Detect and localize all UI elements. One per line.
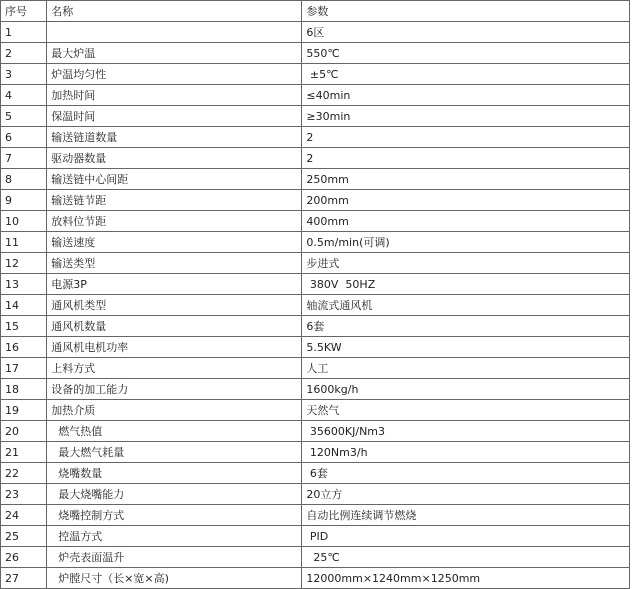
table-row [1, 22, 630, 43]
cell-param: 自动比例连续调节燃烧 [302, 505, 630, 526]
table-row [1, 64, 630, 85]
cell-param: 步进式 [302, 253, 630, 274]
cell-param: 200mm [302, 190, 630, 211]
table-row [1, 106, 630, 127]
cell-param: 2 [302, 127, 630, 148]
cell-param: 25℃ [302, 547, 630, 568]
cell-name: 通风机数量 [47, 316, 302, 337]
cell-name: 通风机类型 [47, 295, 302, 316]
table-row [1, 253, 630, 274]
table-row [1, 190, 630, 211]
table-row [1, 337, 630, 358]
cell-name [47, 22, 302, 43]
table-row [1, 127, 630, 148]
table-body [1, 22, 630, 589]
cell-param: 6套 [302, 463, 630, 484]
cell-param: PID [302, 526, 630, 547]
table-row [1, 295, 630, 316]
table-header-row [1, 1, 630, 22]
table-row [1, 232, 630, 253]
cell-name: 上料方式 [47, 358, 302, 379]
cell-name: 炉温均匀性 [47, 64, 302, 85]
cell-param: 5.5KW [302, 337, 630, 358]
header-param: 参数 [302, 1, 630, 22]
cell-param: ≤40min [302, 85, 630, 106]
cell-name: 最大炉温 [47, 43, 302, 64]
table-row [1, 526, 630, 547]
table-row [1, 442, 630, 463]
cell-no: 9 [1, 190, 47, 211]
cell-name: 输送速度 [47, 232, 302, 253]
cell-name: 加热介质 [47, 400, 302, 421]
table-row [1, 211, 630, 232]
cell-no: 2 [1, 43, 47, 64]
cell-param: 12000mm×1240mm×1250mm [302, 568, 630, 589]
cell-no: 20 [1, 421, 47, 442]
cell-param: 天然气 [302, 400, 630, 421]
cell-param: 0.5m/min(可调) [302, 232, 630, 253]
cell-param: 6区 [302, 22, 630, 43]
cell-name: 输送类型 [47, 253, 302, 274]
cell-param: 250mm [302, 169, 630, 190]
cell-no: 24 [1, 505, 47, 526]
cell-no: 3 [1, 64, 47, 85]
cell-no: 11 [1, 232, 47, 253]
cell-no: 17 [1, 358, 47, 379]
cell-no: 19 [1, 400, 47, 421]
cell-no: 25 [1, 526, 47, 547]
cell-name: 烧嘴数量 [47, 463, 302, 484]
cell-no: 22 [1, 463, 47, 484]
cell-name: 烧嘴控制方式 [47, 505, 302, 526]
cell-no: 26 [1, 547, 47, 568]
cell-param: 6套 [302, 316, 630, 337]
cell-no: 4 [1, 85, 47, 106]
table-row [1, 316, 630, 337]
cell-name: 最大燃气耗量 [47, 442, 302, 463]
table-row [1, 274, 630, 295]
cell-param: 380V 50HZ [302, 274, 630, 295]
cell-name: 炉膛尺寸（长×宽×高) [47, 568, 302, 589]
cell-name: 加热时间 [47, 85, 302, 106]
table-row [1, 505, 630, 526]
cell-no: 14 [1, 295, 47, 316]
table-row [1, 484, 630, 505]
table-row [1, 379, 630, 400]
table-row [1, 463, 630, 484]
cell-name: 通风机电机功率 [47, 337, 302, 358]
cell-name: 输送链节距 [47, 190, 302, 211]
cell-name: 控温方式 [47, 526, 302, 547]
cell-param: 120Nm3/h [302, 442, 630, 463]
cell-no: 6 [1, 127, 47, 148]
table-row [1, 547, 630, 568]
cell-no: 1 [1, 22, 47, 43]
cell-param: ±5℃ [302, 64, 630, 85]
cell-no: 5 [1, 106, 47, 127]
cell-no: 18 [1, 379, 47, 400]
cell-no: 12 [1, 253, 47, 274]
cell-no: 23 [1, 484, 47, 505]
table-row [1, 148, 630, 169]
cell-name: 电源3P [47, 274, 302, 295]
cell-param: 人工 [302, 358, 630, 379]
cell-no: 8 [1, 169, 47, 190]
table-row [1, 358, 630, 379]
table-row [1, 43, 630, 64]
cell-no: 13 [1, 274, 47, 295]
cell-no: 27 [1, 568, 47, 589]
cell-param: 20立方 [302, 484, 630, 505]
cell-param: 1600kg/h [302, 379, 630, 400]
cell-name: 输送链中心间距 [47, 169, 302, 190]
cell-no: 7 [1, 148, 47, 169]
table-row [1, 85, 630, 106]
cell-param: 轴流式通风机 [302, 295, 630, 316]
cell-name: 驱动器数量 [47, 148, 302, 169]
table-row [1, 421, 630, 442]
cell-name: 炉壳表面温升 [47, 547, 302, 568]
cell-name: 保温时间 [47, 106, 302, 127]
cell-param: 400mm [302, 211, 630, 232]
cell-param: 2 [302, 148, 630, 169]
table-row [1, 169, 630, 190]
table-row [1, 568, 630, 589]
cell-no: 10 [1, 211, 47, 232]
cell-name: 燃气热值 [47, 421, 302, 442]
cell-name: 输送链道数量 [47, 127, 302, 148]
cell-param: 550℃ [302, 43, 630, 64]
cell-no: 21 [1, 442, 47, 463]
header-no: 序号 [1, 1, 47, 22]
cell-name: 设备的加工能力 [47, 379, 302, 400]
cell-no: 15 [1, 316, 47, 337]
cell-name: 放料位节距 [47, 211, 302, 232]
header-name: 名称 [47, 1, 302, 22]
cell-no: 16 [1, 337, 47, 358]
cell-param: ≥30min [302, 106, 630, 127]
cell-param: 35600KJ/Nm3 [302, 421, 630, 442]
table-row [1, 400, 630, 421]
cell-name: 最大烧嘴能力 [47, 484, 302, 505]
